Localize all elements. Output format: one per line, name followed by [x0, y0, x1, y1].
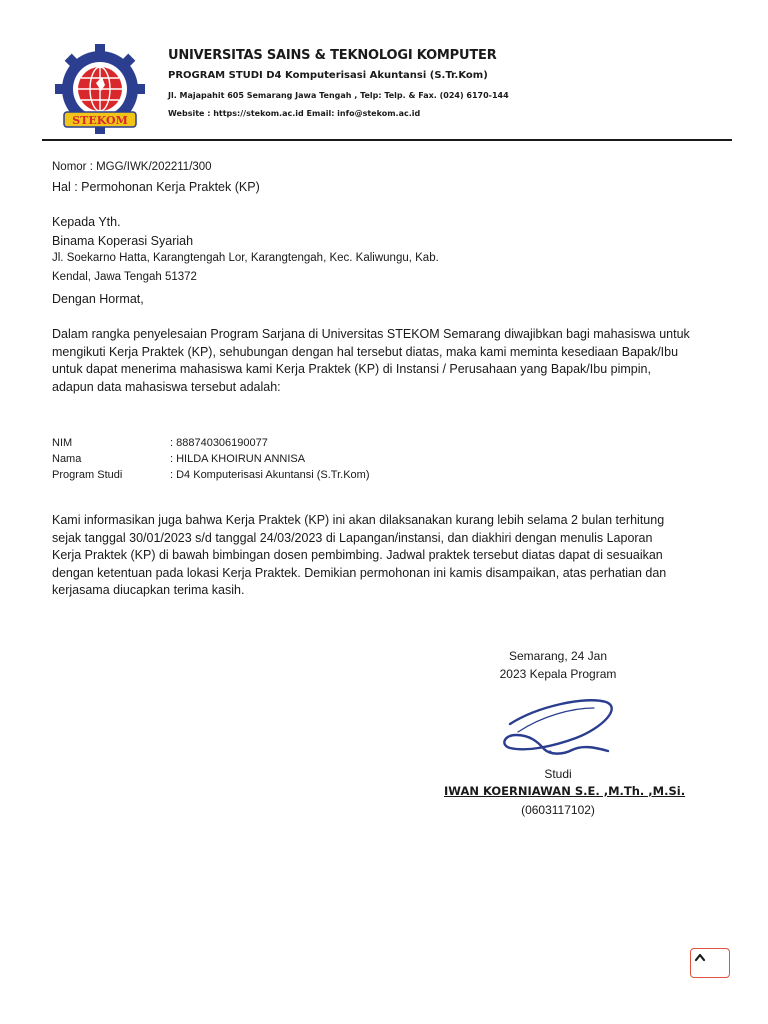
chevron-up-icon [691, 949, 731, 979]
student-label-program: Program Studi [52, 469, 123, 481]
paragraph-line: sejak tanggal 30/01/2023 s/d tanggal 24/03/2023 di Lapangan/instansi, dan diakhiri dengan menulis Laporan [52, 530, 653, 545]
recipient-salutation: Kepada Yth. [52, 215, 121, 229]
university-logo [50, 44, 156, 134]
signatory-name: IWAN KOERNIAWAN S.E. ,M.Th. ,M.Si. [444, 784, 686, 798]
paragraph-line: adapun data mahasiswa tersebut adalah: [52, 379, 281, 394]
institution-website: Website : https://stekom.ac.id Email: info@stekom.ac.id [168, 109, 421, 118]
paragraph-line: kerjasama diucapkan terima kasih. [52, 583, 245, 597]
letter-number: Nomor : MGG/IWK/202211/300 [52, 161, 212, 173]
student-value-nim: : 888740306190077 [170, 437, 268, 449]
signature-role: Studi [544, 767, 572, 781]
student-label-nim: NIM [52, 437, 73, 449]
svg-text:STEKOM: STEKOM [72, 114, 128, 127]
closing-paragraph [52, 512, 722, 600]
recipient-name: Binama Koperasi Syariah [52, 234, 194, 248]
student-value-program: : D4 Komputerisasi Akuntansi (S.Tr.Kom) [170, 469, 370, 481]
scroll-to-top-button[interactable] [690, 948, 730, 978]
paragraph-line: dengan ketentuan pada lokasi Kerja Praktek. Demikian permohonan ini kamis disampaikan, atas perhatian dan [52, 565, 667, 580]
letterhead-divider [42, 139, 732, 141]
recipient-address-line: Kendal, Jawa Tengah 51372 [52, 271, 197, 283]
greeting: Dengan Hormat, [52, 292, 144, 306]
student-value-name: : HILDA KHOIRUN ANNISA [170, 453, 306, 465]
gear-globe-logo-icon [50, 44, 156, 134]
program-name: PROGRAM STUDI D4 Komputerisasi Akuntansi (S.Tr.Kom) [168, 70, 488, 81]
institution-name: UNIVERSITAS SAINS & TEKNOLOGI KOMPUTER [168, 48, 497, 63]
student-label-name: Nama [52, 453, 82, 465]
signature-place-date: Semarang, 24 Jan [508, 649, 608, 663]
handwritten-signature [498, 694, 622, 762]
paragraph-line: mengikuti Kerja Praktek (KP), sehubungan dengan hal tersebut diatas, maka kami meminta kesediaan Bapak/Ibu [52, 344, 679, 359]
paragraph-line: Dalam rangka penyelesaian Program Sarjana di Universitas STEKOM Semarang diwajibkan bagi mahasiswa untuk [52, 327, 690, 341]
recipient-address-line: Jl. Soekarno Hatta, Karangtengah Lor, Karangtengah, Kec. Kaliwungu, Kab. [52, 252, 439, 264]
institution-address: Jl. Majapahit 605 Semarang Jawa Tengah , Telp: Telp. & Fax. (024) 6170-144 [168, 91, 509, 100]
intro-paragraph [52, 326, 722, 396]
signatory-id: (0603117102) [521, 803, 595, 817]
signature-role: 2023 Kepala Program [499, 667, 617, 681]
paragraph-line: Kerja Praktek (KP) di bawah bimbingan dosen pembimbing. Jadwal praktek tersebut diatas dapat di sesuaikan [52, 548, 663, 562]
paragraph-line: Kami informasikan juga bahwa Kerja Praktek (KP) ini akan dilaksanakan kurang lebih selama 2 bulan terhitung [52, 513, 665, 527]
paragraph-line: untuk dapat menerima mahasiswa kami Kerja Praktek (KP) di Instansi / Perusahaan yang Bapak/Ibu pimpin, [52, 362, 651, 376]
letter-subject: Hal : Permohonan Kerja Praktek (KP) [52, 180, 260, 194]
